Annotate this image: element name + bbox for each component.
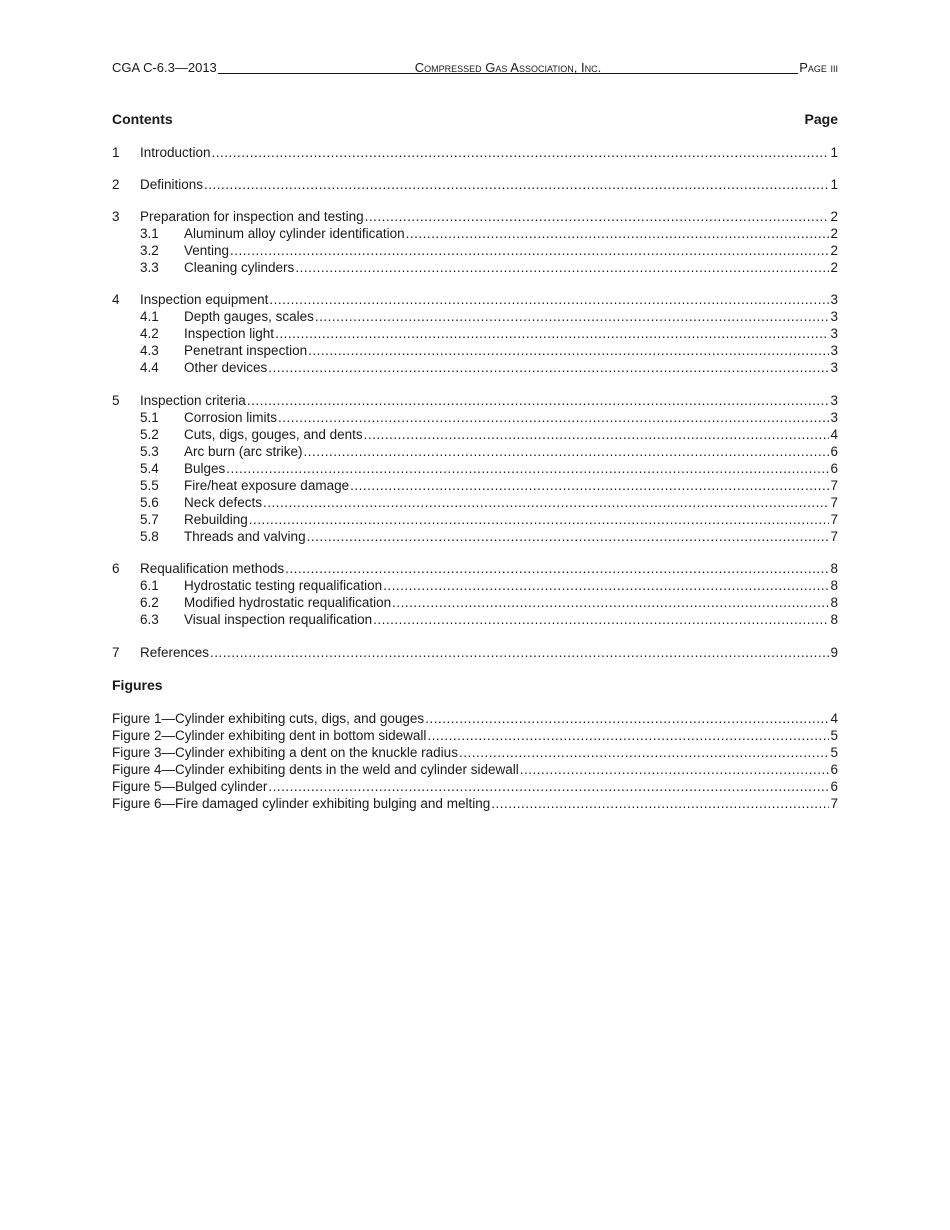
toc-subsection[interactable] <box>112 495 838 512</box>
toc-subsection[interactable] <box>112 427 838 444</box>
entry-number: 3.1 <box>140 226 159 241</box>
entry-page-number: 8 <box>830 578 838 593</box>
figure-entry[interactable] <box>112 745 838 762</box>
toc-subsection[interactable] <box>112 326 838 343</box>
dot-leader <box>204 177 829 192</box>
entry-number: 6.2 <box>140 595 159 610</box>
entry-title: Cleaning cylinders <box>184 260 295 275</box>
entry-title: Fire/heat exposure damage <box>184 478 350 493</box>
entry-title: Bulges <box>184 461 226 476</box>
dot-leader <box>307 529 830 544</box>
page-column-label: Page <box>804 111 838 127</box>
entry-number: 3.2 <box>140 243 159 258</box>
entry-page-number: 3 <box>830 326 838 341</box>
entry-title: Neck defects <box>184 495 263 510</box>
entry-page-number: 3 <box>830 292 838 307</box>
entry-number: 5 <box>112 393 120 408</box>
entry-title: Corrosion limits <box>184 410 278 425</box>
entry-page-number: 6 <box>830 779 838 794</box>
entry-page-number: 3 <box>830 393 838 408</box>
dot-leader <box>304 444 830 459</box>
toc-subsection[interactable] <box>112 461 838 478</box>
toc-section[interactable] <box>112 393 838 410</box>
dot-leader <box>425 711 829 726</box>
entry-page-number: 5 <box>830 745 838 760</box>
entry-page-number: 7 <box>830 495 838 510</box>
entry-number: 4 <box>112 292 120 307</box>
entry-number: 6.1 <box>140 578 159 593</box>
dot-leader <box>365 209 830 224</box>
entry-page-number: 4 <box>830 427 838 442</box>
toc-subsection[interactable] <box>112 595 838 612</box>
toc-subsection[interactable] <box>112 444 838 461</box>
entry-title: Figure 5—Bulged cylinder <box>112 779 268 794</box>
dot-leader <box>295 260 829 275</box>
entry-page-number: 2 <box>830 209 838 224</box>
entry-page-number: 2 <box>830 226 838 241</box>
toc-subsection[interactable] <box>112 243 838 260</box>
entry-title: Other devices <box>184 360 268 375</box>
entry-number: 5.7 <box>140 512 159 527</box>
entry-number: 7 <box>112 645 120 660</box>
toc-subsection[interactable] <box>112 343 838 360</box>
toc-subsection[interactable] <box>112 512 838 529</box>
entry-number: 5.4 <box>140 461 159 476</box>
toc-section[interactable] <box>112 292 838 309</box>
entry-title: Threads and valving <box>184 529 306 544</box>
header-rule <box>218 60 798 75</box>
entry-number: 3.3 <box>140 260 159 275</box>
figure-entry[interactable] <box>112 711 838 728</box>
dot-leader <box>373 612 829 627</box>
entry-number: 6.3 <box>140 612 159 627</box>
entry-title: Figure 3—Cylinder exhibiting a dent on the knuckle radius <box>112 745 458 760</box>
entry-page-number: 6 <box>830 444 838 459</box>
toc-subsection[interactable] <box>112 260 838 277</box>
entry-page-number: 1 <box>830 177 838 192</box>
dot-leader <box>350 478 829 493</box>
toc-section[interactable] <box>112 177 838 194</box>
entry-title: Figure 2—Cylinder exhibiting dent in bottom sidewall <box>112 728 427 743</box>
figures-title: Figures <box>112 677 163 693</box>
entry-title: Rebuilding <box>184 512 248 527</box>
toc-subsection[interactable] <box>112 578 838 595</box>
entry-number: 5.2 <box>140 427 159 442</box>
entry-page-number: 7 <box>830 478 838 493</box>
entry-page-number: 3 <box>830 360 838 375</box>
contents-heading-row <box>112 111 838 127</box>
dot-leader <box>269 292 829 307</box>
entry-number: 1 <box>112 145 120 160</box>
dot-leader <box>383 578 829 593</box>
entry-title: Modified hydrostatic requalification <box>184 595 392 610</box>
dot-leader <box>459 745 830 760</box>
entry-number: 5.6 <box>140 495 159 510</box>
entry-page-number: 3 <box>830 410 838 425</box>
entry-page-number: 8 <box>830 561 838 576</box>
entry-page-number: 8 <box>830 595 838 610</box>
toc-section[interactable] <box>112 145 838 162</box>
entry-number: 5.5 <box>140 478 159 493</box>
dot-leader <box>249 512 830 527</box>
dot-leader <box>406 226 830 241</box>
toc-subsection[interactable] <box>112 410 838 427</box>
contents-title: Contents <box>112 111 173 127</box>
entry-page-number: 6 <box>830 461 838 476</box>
dot-leader <box>268 779 829 794</box>
entry-number: 4.3 <box>140 343 159 358</box>
toc-subsection[interactable] <box>112 478 838 495</box>
entry-page-number: 3 <box>830 309 838 324</box>
entry-title: Visual inspection requalification <box>184 612 373 627</box>
entry-number: 4.4 <box>140 360 159 375</box>
entry-page-number: 5 <box>830 728 838 743</box>
entry-page-number: 4 <box>830 711 838 726</box>
entry-number: 5.1 <box>140 410 159 425</box>
entry-page-number: 7 <box>830 529 838 544</box>
entry-number: 5.8 <box>140 529 159 544</box>
figure-entry[interactable] <box>112 762 838 779</box>
dot-leader <box>212 145 830 160</box>
entry-title: Venting <box>184 243 230 258</box>
entry-page-number: 2 <box>830 243 838 258</box>
dot-leader <box>364 427 830 442</box>
entry-number: 6 <box>112 561 120 576</box>
entry-title: References <box>140 645 210 660</box>
dot-leader <box>285 561 829 576</box>
toc-subsection[interactable] <box>112 529 838 546</box>
dot-leader <box>427 728 829 743</box>
dot-leader <box>226 461 829 476</box>
entry-page-number: 6 <box>830 762 838 777</box>
entry-title: Arc burn (arc strike) <box>184 444 303 459</box>
dot-leader <box>308 343 829 358</box>
entry-number: 4.1 <box>140 309 159 324</box>
entry-title: Figure 4—Cylinder exhibiting dents in the weld and cylinder sidewall <box>112 762 519 777</box>
dot-leader <box>247 393 830 408</box>
dot-leader <box>210 645 829 660</box>
dot-leader <box>263 495 829 510</box>
entry-title: Hydrostatic testing requalification <box>184 578 383 593</box>
publisher-name: Compressed Gas Association, Inc. <box>414 60 602 75</box>
toc-subsection[interactable] <box>112 612 838 629</box>
entry-page-number: 3 <box>830 343 838 358</box>
dot-leader <box>268 360 829 375</box>
dot-leader <box>278 410 829 425</box>
toc-subsection[interactable] <box>112 309 838 326</box>
page-header <box>112 57 838 75</box>
figure-entry[interactable] <box>112 728 838 745</box>
dot-leader <box>520 762 830 777</box>
entry-title: Definitions <box>140 177 204 192</box>
dot-leader <box>392 595 829 610</box>
entry-title: Cuts, digs, gouges, and dents <box>184 427 363 442</box>
dot-leader <box>491 796 829 811</box>
entry-number: 2 <box>112 177 120 192</box>
dot-leader <box>275 326 829 341</box>
entry-title: Introduction <box>140 145 211 160</box>
entry-title: Figure 6—Fire damaged cylinder exhibiting bulging and melting <box>112 796 491 811</box>
entry-title: Preparation for inspection and testing <box>140 209 364 224</box>
toc-subsection[interactable] <box>112 226 838 243</box>
figure-entry[interactable] <box>112 796 838 813</box>
dot-leader <box>230 243 829 258</box>
entry-page-number: 1 <box>830 145 838 160</box>
entry-number: 4.2 <box>140 326 159 341</box>
entry-title: Inspection equipment <box>140 292 269 307</box>
entry-number: 5.3 <box>140 444 159 459</box>
entry-page-number: 7 <box>830 796 838 811</box>
toc-section[interactable] <box>112 645 838 662</box>
page-number: Page iii <box>799 60 838 75</box>
entry-title: Requalification methods <box>140 561 285 576</box>
entry-title: Aluminum alloy cylinder identification <box>184 226 405 241</box>
entry-number: 3 <box>112 209 120 224</box>
entry-page-number: 8 <box>830 612 838 627</box>
document-code: CGA C-6.3—2013 <box>112 60 217 75</box>
entry-title: Depth gauges, scales <box>184 309 314 324</box>
entry-page-number: 2 <box>830 260 838 275</box>
entry-title: Figure 1—Cylinder exhibiting cuts, digs, and gouges <box>112 711 425 726</box>
entry-title: Inspection light <box>184 326 275 341</box>
dot-leader <box>315 309 830 324</box>
toc-section[interactable] <box>112 209 838 226</box>
toc-section[interactable] <box>112 561 838 578</box>
entry-title: Penetrant inspection <box>184 343 308 358</box>
figure-entry[interactable] <box>112 779 838 796</box>
entry-page-number: 9 <box>830 645 838 660</box>
entry-title: Inspection criteria <box>140 393 246 408</box>
entry-page-number: 7 <box>830 512 838 527</box>
toc-subsection[interactable] <box>112 360 838 377</box>
